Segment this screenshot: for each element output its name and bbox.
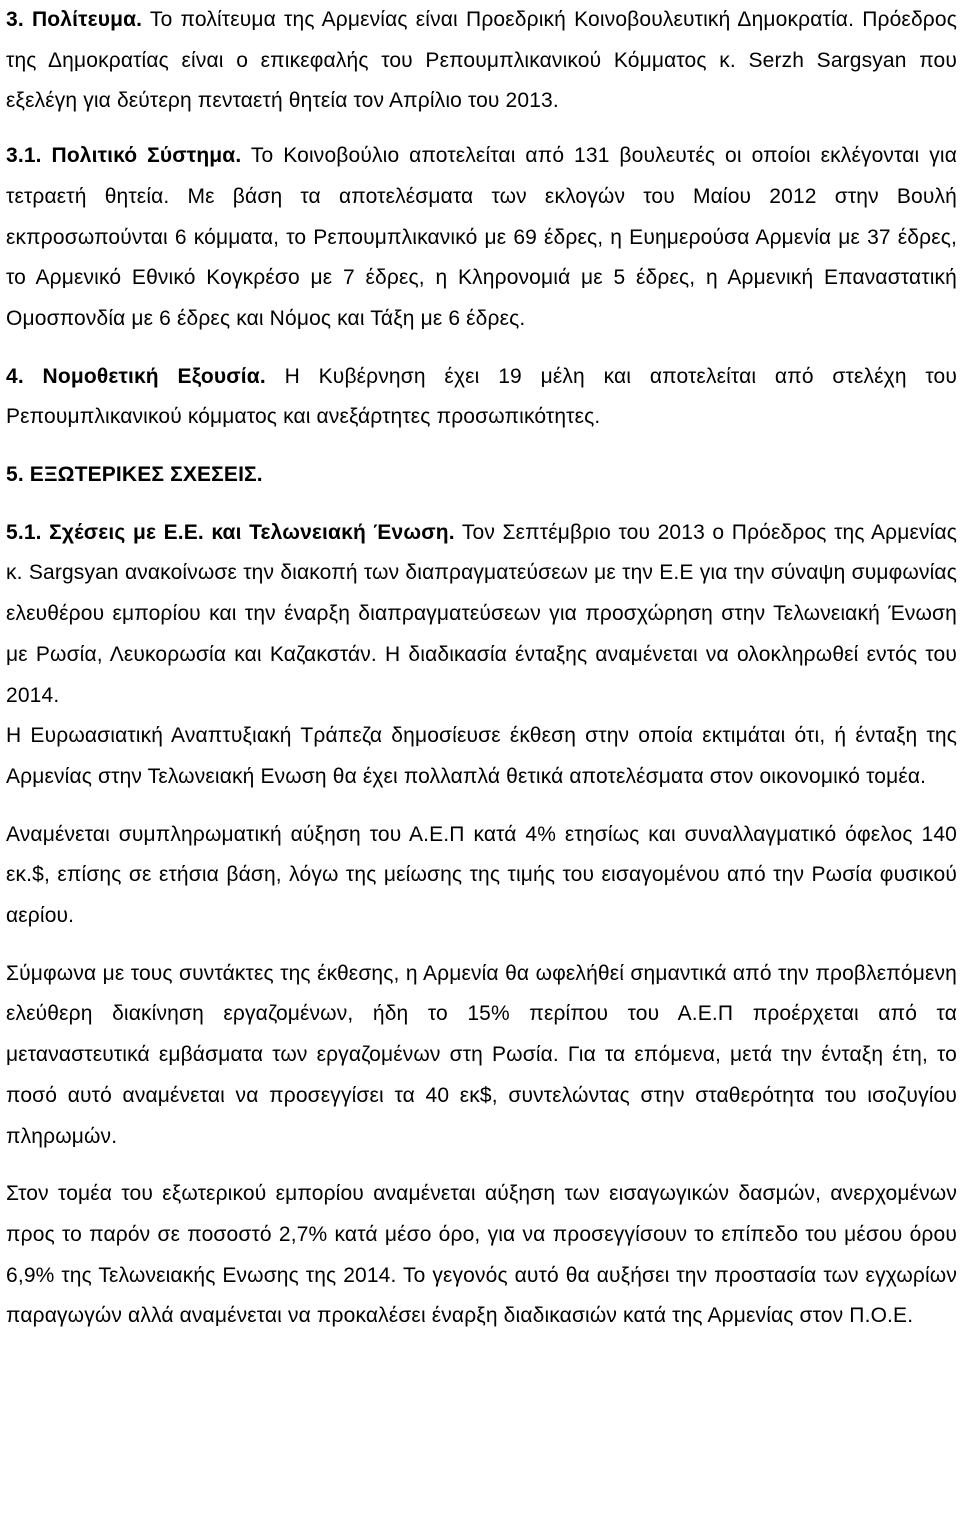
section-5-paragraph xyxy=(6,455,957,496)
section-3-1-heading: 3.1. Πολιτικό Σύστημα. xyxy=(6,144,242,168)
section-4-text: Η Κυβέρνηση έχει 19 μέλη και αποτελείται από στελέχη του Ρεπουμπλικανικού κόμματος και ανεξάρτητες προσωπικότητες. xyxy=(6,364,958,429)
gdp-paragraph: Αναμένεται συμπληρωματική αύξηση του Α.Ε.Π κατά 4% ετησίως και συναλλαγματικό όφελος 140 εκ.$, επίσης σε ετήσια βάση, λόγω της μείωσης της τιμής του εισαγομένου από την Ρωσία φυσικού αερίου. xyxy=(6,822,957,928)
ebrd-paragraph: Η Ευρωασιατική Αναπτυξιακή Τράπεζα δημοσίευσε έκθεση στην οποία εκτιμάται ότι, ή ένταξη της Αρμενίας στην Τελωνειακή Ενωση θα έχει πολλαπλά θετικά αποτελέσματα στον οικονομικό τομέα. xyxy=(6,724,957,788)
section-3-1-paragraph xyxy=(6,136,957,340)
section-3-text: Το πολίτευμα της Αρμενίας είναι Προεδρική Κοινοβουλευτική Δημοκρατία. Πρόεδρος της Δημοκρατίας είναι ο επικεφαλής του Ρεπουμπλικανικού Κόμματος κ. Serzh Sargsyan που εξελέγη για δεύτερη πενταετή θητεία τον Απρίλιο του 2013. xyxy=(6,8,957,113)
section-5-heading: 5. ΕΞΩΤΕΡΙΚΕΣ ΣΧΕΣΕΙΣ. xyxy=(6,463,263,487)
section-4-paragraph xyxy=(6,357,957,438)
workers-paragraph: Σύμφωνα με τους συντάκτες της έκθεσης, η Αρμενία θα ωφελήθεί σημαντικά από την προβλεπόμενη ελεύθερη διακίνηση εργαζομένων, ήδη το 15% περίπου του Α.Ε.Π προέρχεται από τα μεταναστευτικά εμβάσματα των εργαζομένων στη Ρωσία. Για τα επόμενα, μετά την ένταξη έτη, το ποσό αυτό αναμένεται να προσεγγίσει τα 40 εκ$, συντελώντας στην σταθερότητα του ισοζυγίου πληρωμών. xyxy=(6,961,957,1148)
section-5-1-text: Τον Σεπτέμβριο του 2013 ο Πρόεδρος της Αρμενίας κ. Sargsyan ανακοίνωσε την διακοπή των διαπραγματεύσεων με την Ε.Ε για την σύναψη συμφωνίας ελευθέρου εμπορίου και την έναρξη διαπραγματεύσεων για προσχώρηση στην Τελωνειακή Ένωση με Ρωσία, Λευκορωσία και Καζακστάν. Η διαδικασία ένταξης αναμένεται να ολοκληρωθεί εντός του 2014. xyxy=(6,520,958,707)
document-page xyxy=(6,0,957,1337)
section-5-1-paragraph xyxy=(6,513,957,717)
section-3-1-text: Το Κοινοβούλιο αποτελείται από 131 βουλευτές οι οποίοι εκλέγονται για τετραετή θητεία. Με βάση τα αποτελέσματα των εκλογών του Μαίου 2012 στην Βουλή εκπροσωπούνται 6 κόμματα, το Ρεπουμπλικανικό με 69 έδρες, η Ευημερούσα Αρμενία με 37 έδρες, το Αρμενικό Εθνικό Κογκρέσο με 7 έδρες, η Κληρονομιά με 5 έδρες, η Αρμενική Επαναστατική Ομοσπονδία με 6 έδρες και Νόμος και Τάξη με 6 έδρες. xyxy=(6,144,957,330)
section-3-paragraph xyxy=(6,0,957,122)
section-3-heading: 3. Πολίτευμα. xyxy=(6,8,143,31)
section-5-1-heading: 5.1. Σχέσεις με Ε.Ε. και Τελωνειακή Ένωση. xyxy=(6,520,455,544)
section-4-heading: 4. Νομοθετική Εξουσία. xyxy=(6,364,266,388)
tariffs-paragraph: Στον τομέα του εξωτερικού εμπορίου αναμένεται αύξηση των εισαγωγικών δασμών, ανερχομένων προς το παρόν σε ποσοστό 2,7% κατά μέσο όρο, για να προσεγγίσουν το επίπεδο του μέσου όρου 6,9% της Τελωνειακής Ενωσης της 2014. Το γεγονός αυτό θα αυξήσει την προστασία των εγχωρίων παραγωγών αλλά αναμένεται να προκαλέσει έναρξη διαδικασιών κατά της Αρμενίας στον Π.Ο.Ε. xyxy=(6,1182,957,1328)
